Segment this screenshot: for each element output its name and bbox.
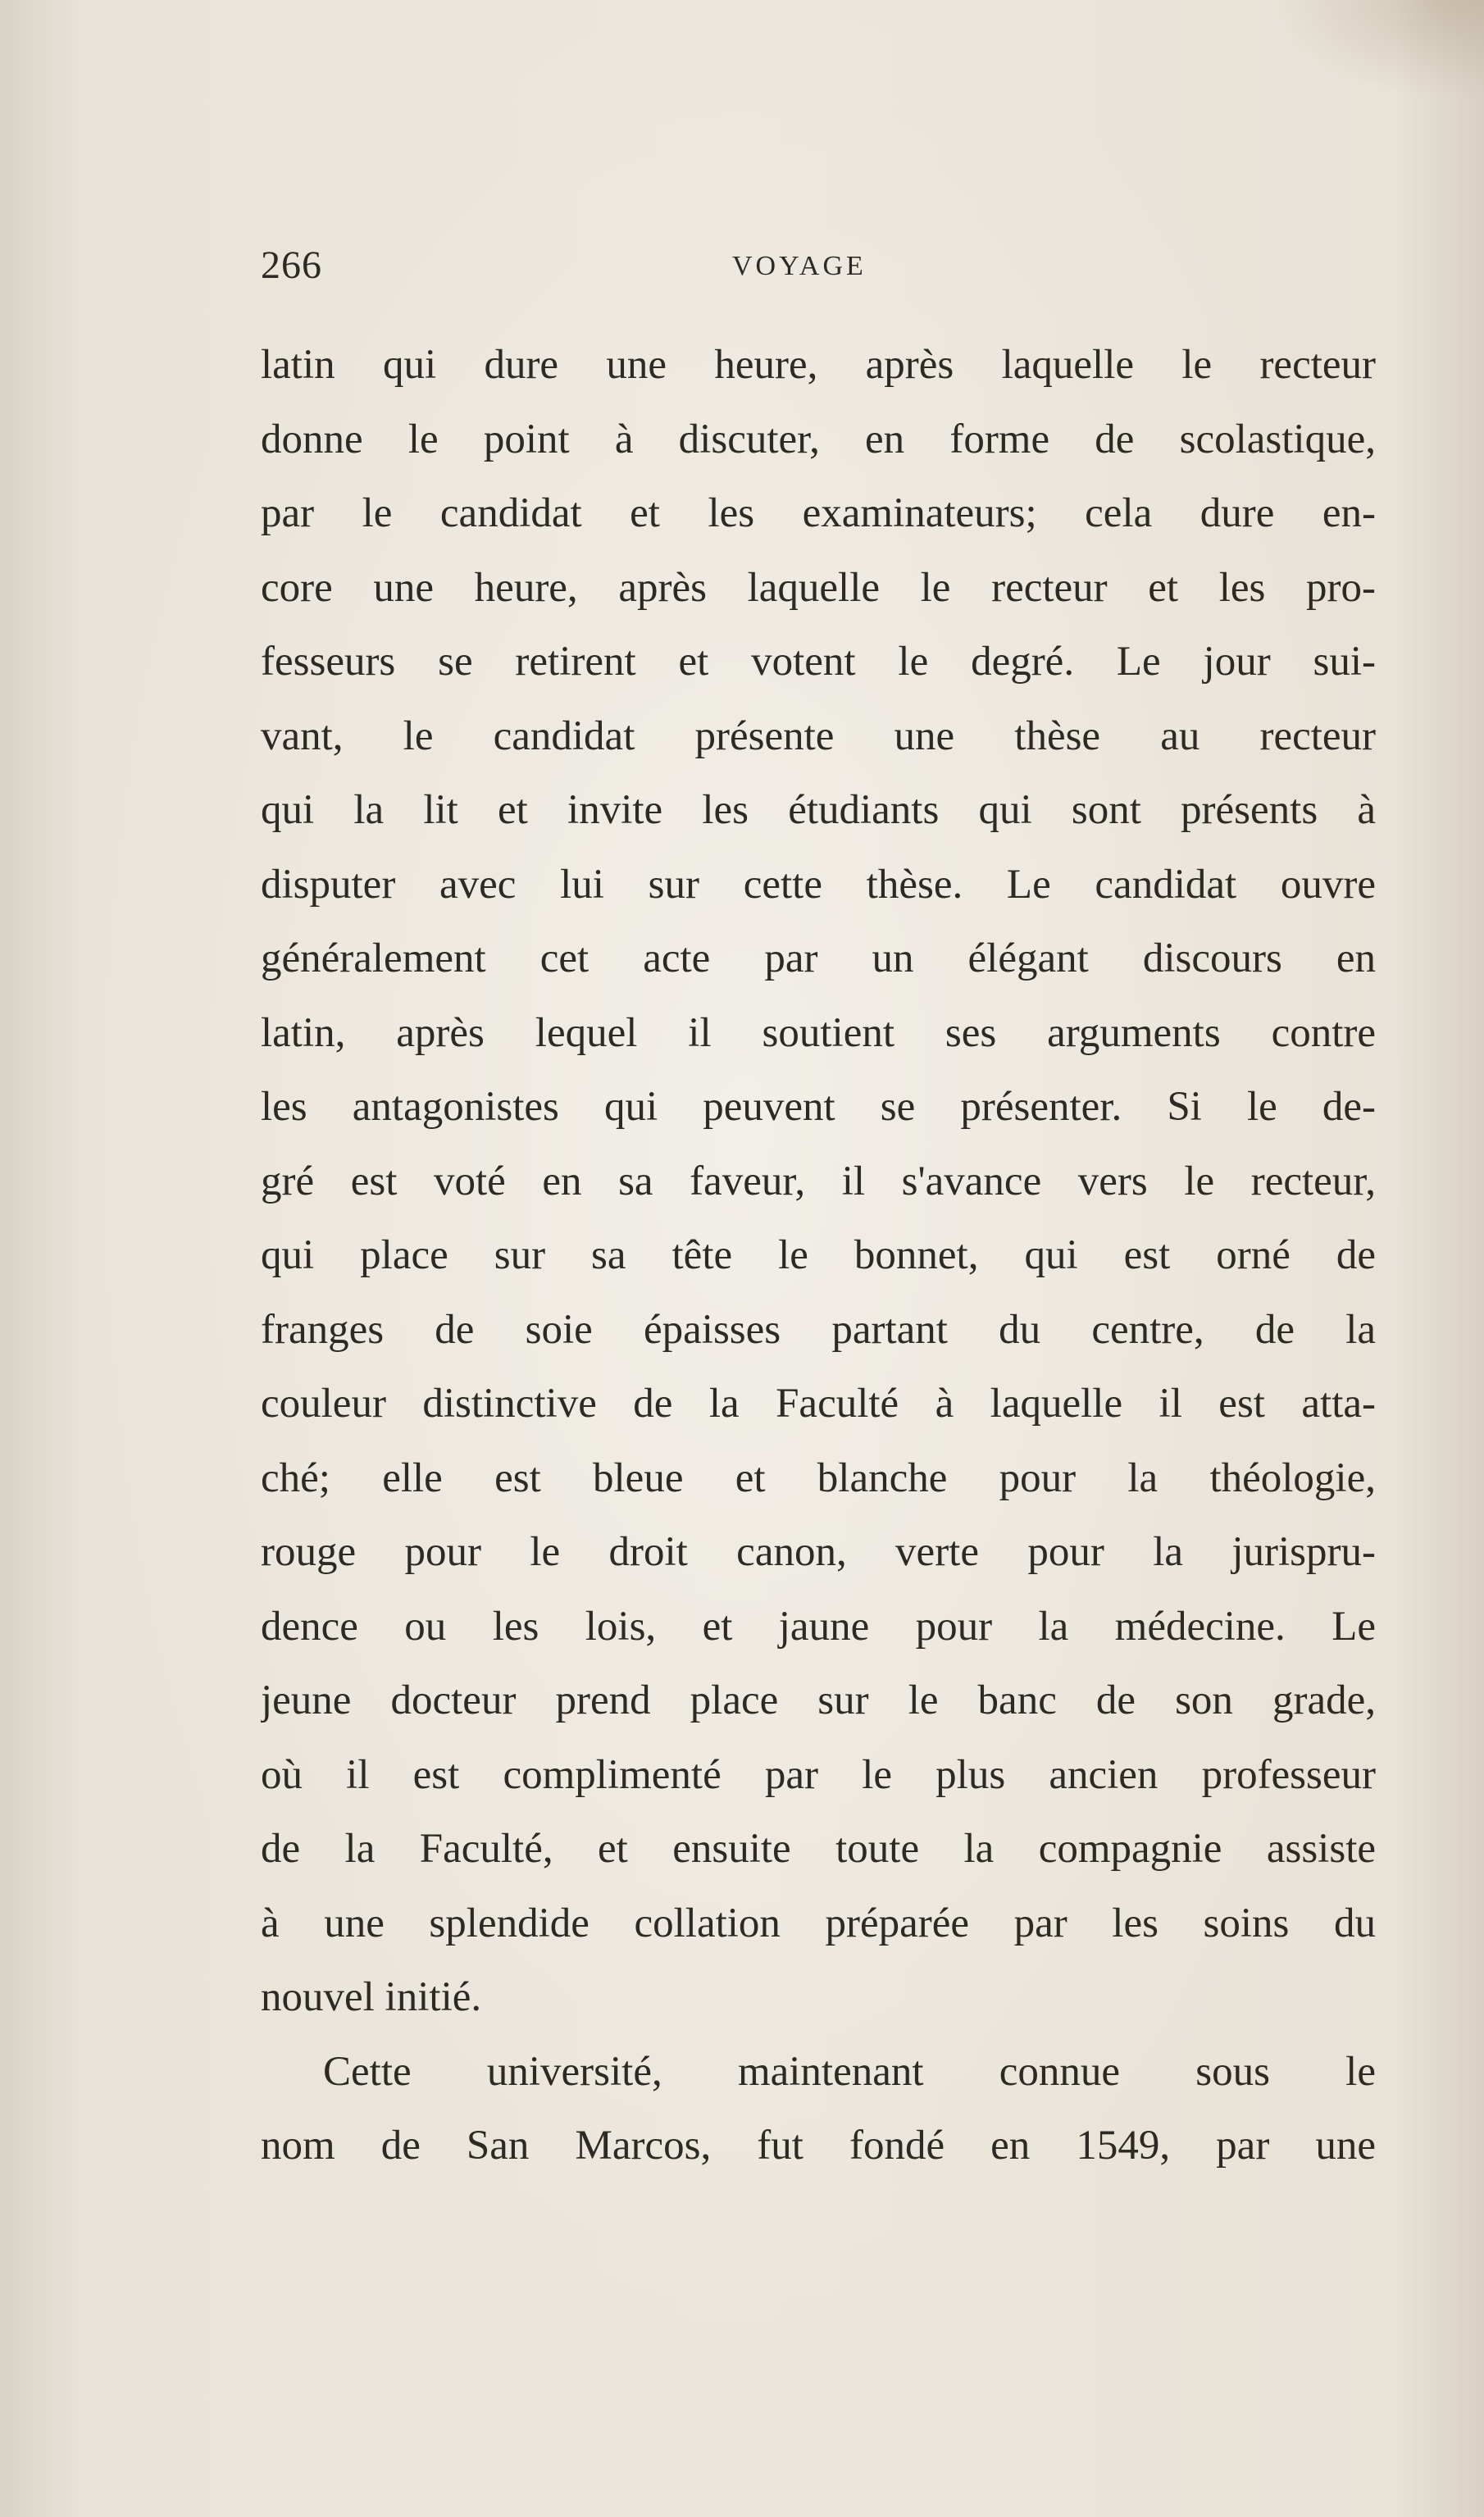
text-line: jeune docteur prend place sur le banc de son grade, [261, 1677, 1376, 1723]
text-line: core une heure, après laquelle le recteur et les pro- [261, 564, 1376, 611]
body-text [261, 328, 1376, 2183]
text-line: gré est voté en sa faveur, il s'avance vers le recteur, [261, 1158, 1376, 1204]
text-line: généralement cet acte par un élégant discours en [261, 935, 1376, 981]
paper-stain [1271, 0, 1484, 98]
text-line: ché; elle est bleue et blanche pour la théologie, [261, 1454, 1376, 1501]
text-line: qui place sur sa tête le bonnet, qui est orné de [261, 1232, 1376, 1278]
text-line: vant, le candidat présente une thèse au recteur [261, 712, 1376, 759]
page-number: 266 [261, 244, 322, 287]
text-line: franges de soie épaisses partant du centre, de la [261, 1306, 1376, 1353]
running-head: VOYAGE [732, 251, 867, 281]
text-line: rouge pour le droit canon, verte pour la jurispru- [261, 1529, 1376, 1575]
text-line: nom de San Marcos, fut fondé en 1549, par une [261, 2123, 1376, 2169]
text-line: qui la lit et invite les étudiants qui sont présents à [261, 787, 1376, 833]
paragraph-end-line: nouvel initié. [261, 1974, 482, 2020]
page-header [261, 243, 1376, 292]
text-line: disputer avec lui sur cette thèse. Le candidat ouvre [261, 861, 1376, 908]
text-line: dence ou les lois, et jaune pour la médecine. Le [261, 1603, 1376, 1650]
text-line: fesseurs se retirent et votent le degré. Le jour sui- [261, 639, 1376, 685]
text-line: de la Faculté, et ensuite toute la compagnie assiste [261, 1826, 1376, 1872]
text-line: latin qui dure une heure, après laquelle le recteur [261, 342, 1376, 388]
text-line: où il est complimenté par le plus ancien professeur [261, 1751, 1376, 1798]
text-line: par le candidat et les examinateurs; cela dure en- [261, 490, 1376, 536]
text-line: à une splendide collation préparée par les soins du [261, 1900, 1376, 1946]
text-line: latin, après lequel il soutient ses arguments contre [261, 1009, 1376, 1056]
text-line: couleur distinctive de la Faculté à laquelle il est atta- [261, 1381, 1376, 1427]
paragraph-start-line: Cette université, maintenant connue sous le [323, 2048, 1376, 2095]
text-line: donne le point à discuter, en forme de scolastique, [261, 416, 1376, 462]
text-line: les antagonistes qui peuvent se présenter. Si le de- [261, 1084, 1376, 1130]
